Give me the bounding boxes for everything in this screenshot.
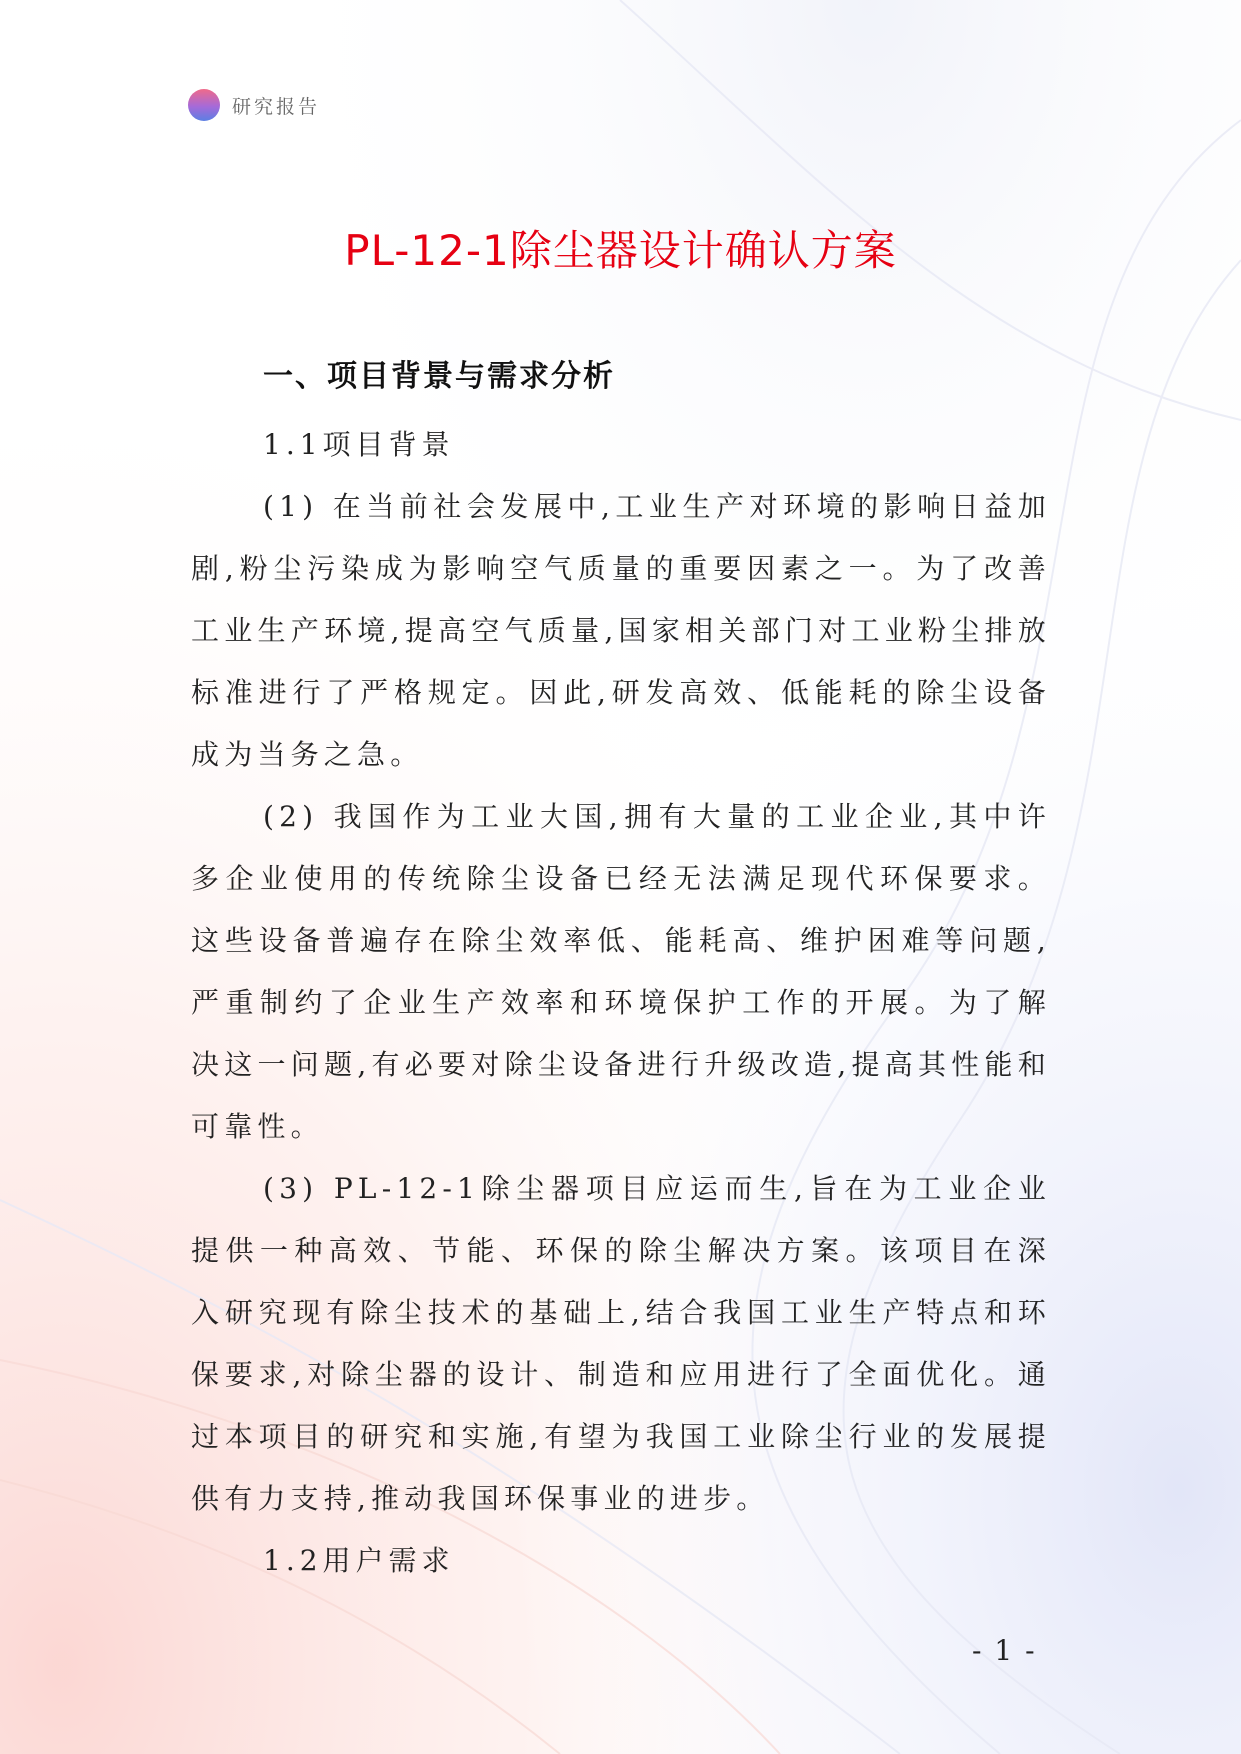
document-title: PL-12-1除尘器设计确认方案 (344, 226, 897, 275)
page-number: - 1 - (972, 1634, 1037, 1667)
paragraph-2: (2) 我国作为工业大国,拥有大量的工业企业,其中许多企业使用的传统除尘设备已经无法满足现代环保要求。这些设备普遍存在除尘效率低、能耗高、维护困难等问题,严重制约了企业生产效率和环境保护工作的开展。为了解决这一问题,有必要对除尘设备进行升级改造,提高其性能和可靠性。 (191, 800, 1051, 1143)
header-label: 研究报告 (232, 95, 321, 118)
section-heading: 一、项目背景与需求分析 (263, 359, 615, 394)
paragraph-3: (3) PL-12-1除尘器项目应运而生,旨在为工业企业提供一种高效、节能、环保的除尘解决方案。该项目在深入研究现有除尘技术的基础上,结合我国工业生产特点和环保要求,对除尘器的设计、制造和应用进行了全面优化。通过本项目的研究和实施,有望为我国工业除尘行业的发展提供有力支持,推动我国环保事业的进步。 (191, 1172, 1051, 1515)
report-header (188, 88, 320, 122)
subsection-heading-user-needs: 1.2用户需求 (263, 1544, 455, 1577)
subsection-heading-background: 1.1项目背景 (263, 428, 455, 461)
document-body (191, 352, 1051, 1592)
paragraph-1: (1) 在当前社会发展中,工业生产对环境的影响日益加剧,粉尘污染成为影响空气质量的重要因素之一。为了改善工业生产环境,提高空气质量,国家相关部门对工业粉尘排放标准进行了严格规定。因此,研发高效、低能耗的除尘设备成为当务之急。 (191, 490, 1051, 771)
logo-circle-icon (188, 89, 220, 121)
